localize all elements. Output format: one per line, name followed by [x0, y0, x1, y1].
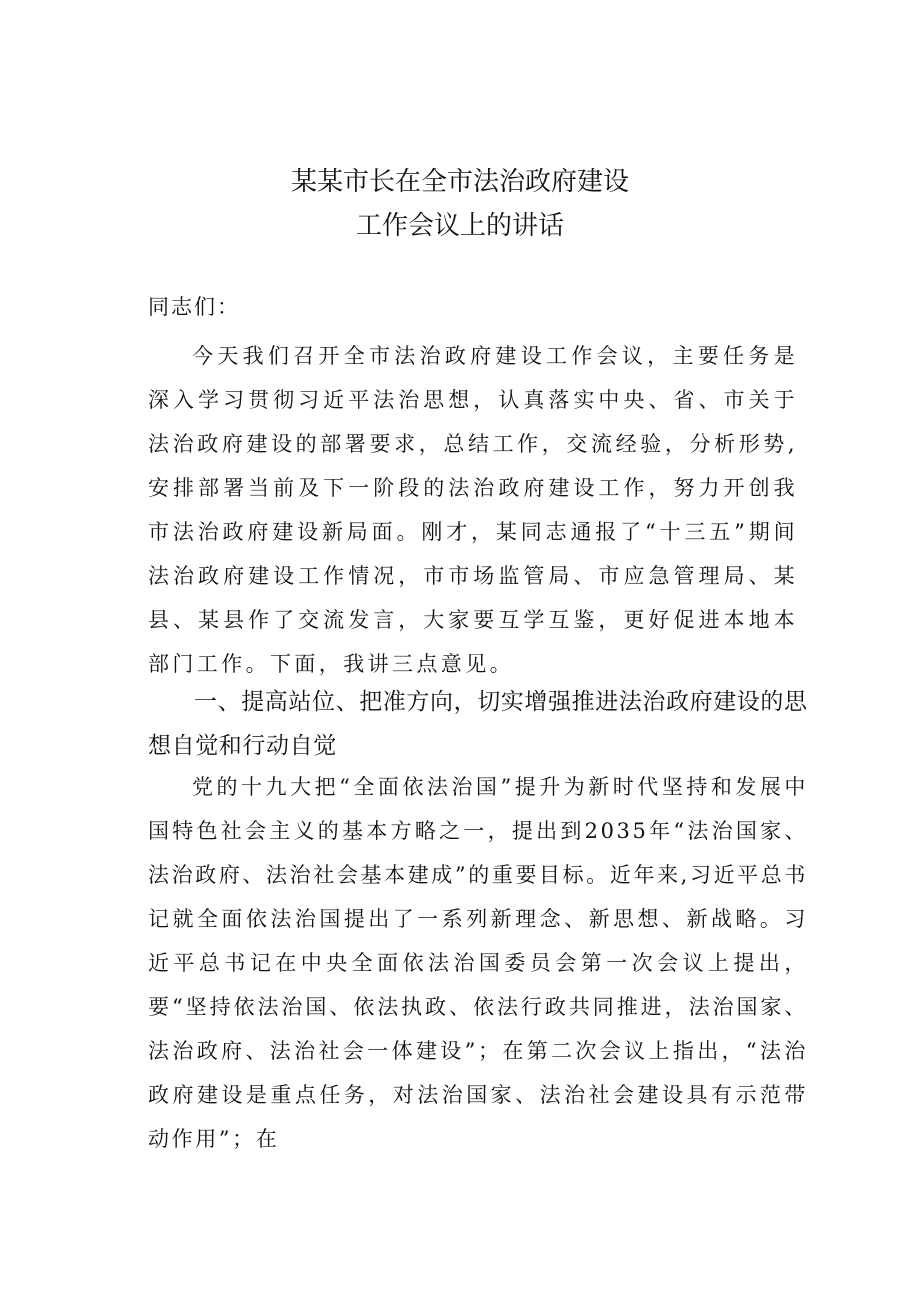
title-line-1: 某某市长在全市法治政府建设 [290, 167, 629, 197]
section-heading-1: 一、提高站位、把准方向，切实增强推进法治政府建设的思想自觉和行动自觉 [148, 689, 808, 759]
body-paragraph-2: 党的十九大把“全面依法治国”提升为新时代坚持和发展中国特色社会主义的基本方略之一，提出到2035年“法治国家、法治政府、法治社会基本建成”的重要目标。近年来,习近平总书记就全面依法治国提出了一系列新理念、新思想、新战略。习近平总书记在中央全面依法治国委员会第一次会议上提出，要“坚持依法治国、依法执政、依法行政共同推进，法治国家、法治政府、法治社会一体建设”；在第二次会议上指出，“法治政府建设是重点任务，对法治国家、法治社会建设具有示范带动作用”；在 [148, 775, 808, 1151]
salutation: 同志们： [148, 295, 240, 319]
body-paragraph-1: 今天我们召开全市法治政府建设工作会议，主要任务是深入学习贯彻习近平法治思想，认真落实中央、省、市关于法治政府建设的部署要求，总结工作，交流经验，分析形势,安排部署当前及下一阶段的法治政府建设工作，努力开创我市法治政府建设新局面。刚才，某同志通报了“十三五”期间法治政府建设工作情况，市市场监管局、市应急管理局、某县、某县作了交流发言，大家要互学互鉴，更好促进本地本部门工作。下面，我讲三点意见。 [148, 344, 798, 676]
document-title [0, 160, 920, 248]
title-line-2: 工作会议上的讲话 [355, 211, 564, 241]
